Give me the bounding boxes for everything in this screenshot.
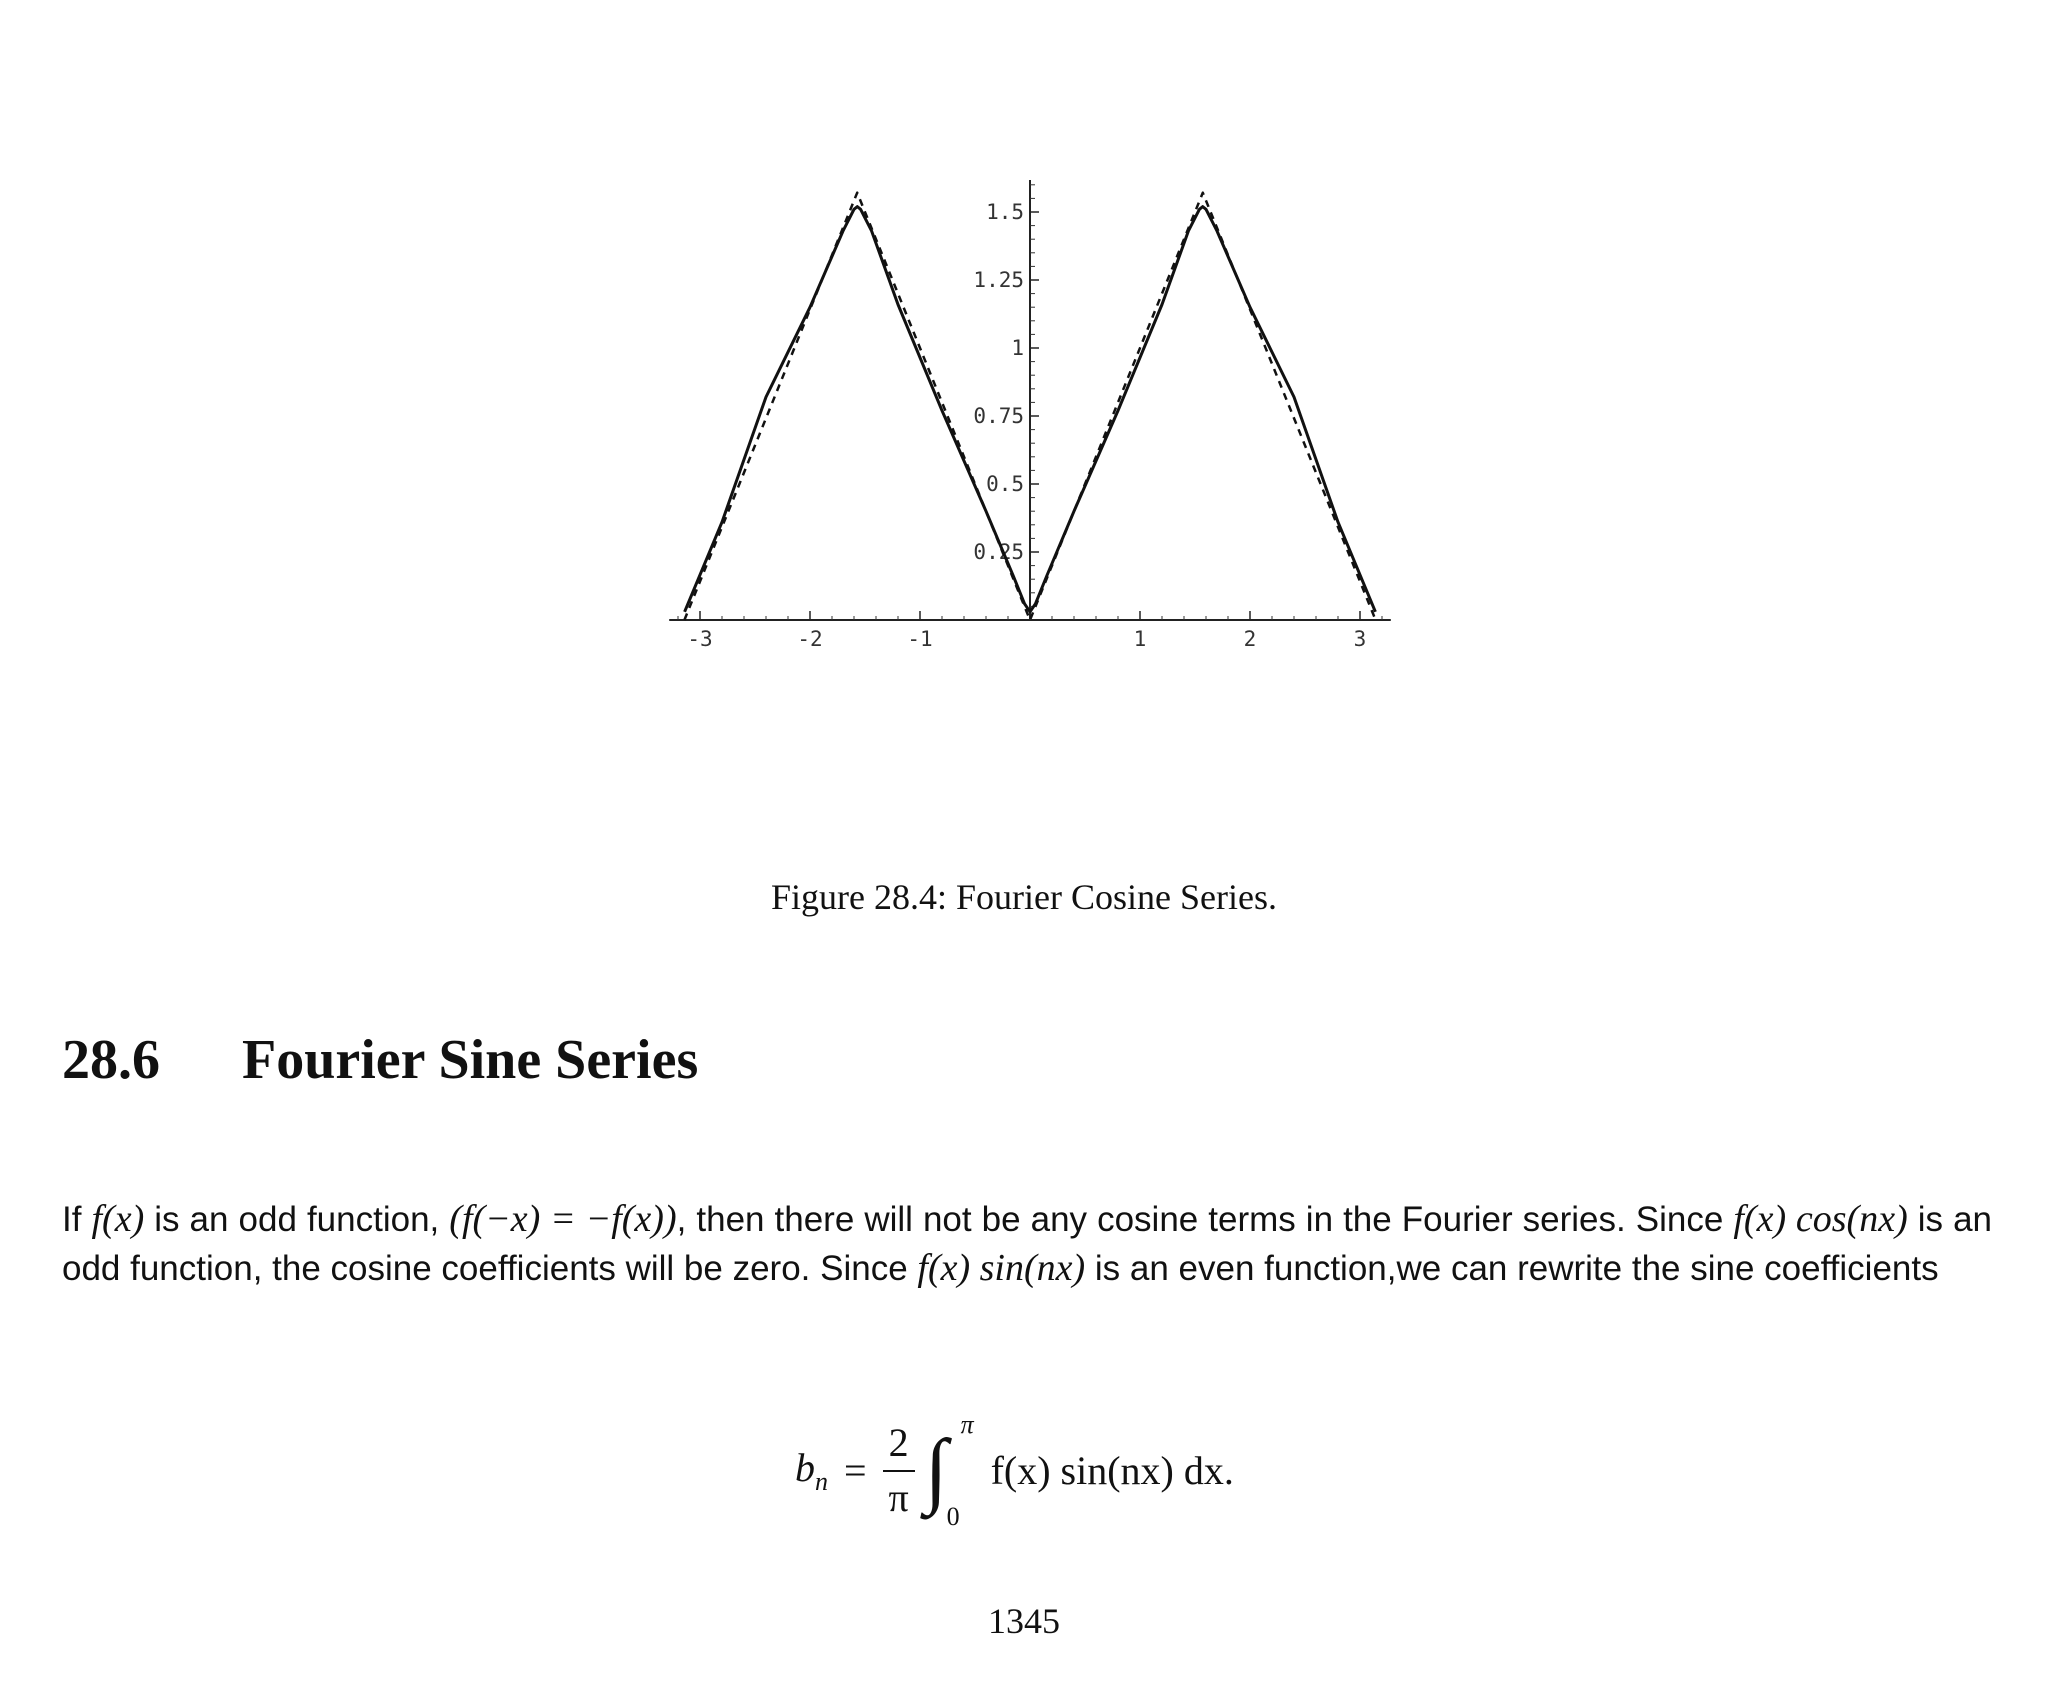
x-tick-label: 2 xyxy=(1243,627,1257,651)
y-tick-label: 1.25 xyxy=(973,268,1024,292)
fraction xyxy=(883,1419,915,1521)
text-segment: is an odd function, the cosine coefficients will be zero. Since xyxy=(62,1200,1993,1288)
x-tick-label: -3 xyxy=(687,627,713,651)
inline-math: f(x) xyxy=(91,1198,145,1240)
x-tick-label: 1 xyxy=(1133,627,1147,651)
section-heading xyxy=(62,1029,699,1091)
y-tick-label: 0.5 xyxy=(986,472,1024,496)
x-tick-label: -2 xyxy=(797,627,823,651)
equals-sign: = xyxy=(844,1447,867,1493)
inline-math: f(x) cos(nx) xyxy=(1733,1198,1908,1240)
figure-caption: Figure 28.4: Fourier Cosine Series. xyxy=(771,877,1277,917)
text-segment: is an even function,we can rewrite the sine coefficients xyxy=(1085,1249,1939,1288)
integral-sign: ∫ xyxy=(924,1423,948,1516)
y-tick-label: 1.5 xyxy=(986,200,1024,224)
sine-coefficient-equation xyxy=(795,1410,1234,1530)
body-paragraph xyxy=(62,1195,1992,1293)
lhs-base: b xyxy=(795,1444,815,1490)
text-segment: is an odd function, xyxy=(144,1200,450,1239)
section-number: 28.6 xyxy=(62,1029,160,1091)
section-title: Fourier Sine Series xyxy=(242,1029,699,1091)
y-tick-label: 0.75 xyxy=(973,404,1024,428)
integral xyxy=(925,1410,981,1530)
integrand: f(x) sin(nx) dx. xyxy=(990,1447,1234,1493)
y-tick-label: 1 xyxy=(1011,336,1024,360)
inline-math: f(x) sin(nx) xyxy=(917,1247,1086,1289)
fourier-cosine-plot xyxy=(650,180,1410,660)
page-number: 1345 xyxy=(988,1601,1060,1641)
equation-lhs xyxy=(795,1444,828,1497)
fraction-numerator: 2 xyxy=(883,1419,915,1472)
x-tick-label: 3 xyxy=(1353,627,1367,651)
integral-lower-limit: 0 xyxy=(946,1502,960,1531)
y-tick-label: 0.25 xyxy=(973,540,1024,564)
inline-math: (f(−x) = −f(x)) xyxy=(449,1198,677,1240)
text-segment: If xyxy=(62,1200,92,1239)
x-tick-label: -1 xyxy=(907,627,933,651)
text-segment: , then there will not be any cosine terms in the Fourier series. Since xyxy=(676,1200,1734,1239)
integral-upper-limit: π xyxy=(960,1410,974,1439)
lhs-subscript: n xyxy=(815,1466,828,1496)
fraction-denominator: π xyxy=(888,1475,909,1520)
